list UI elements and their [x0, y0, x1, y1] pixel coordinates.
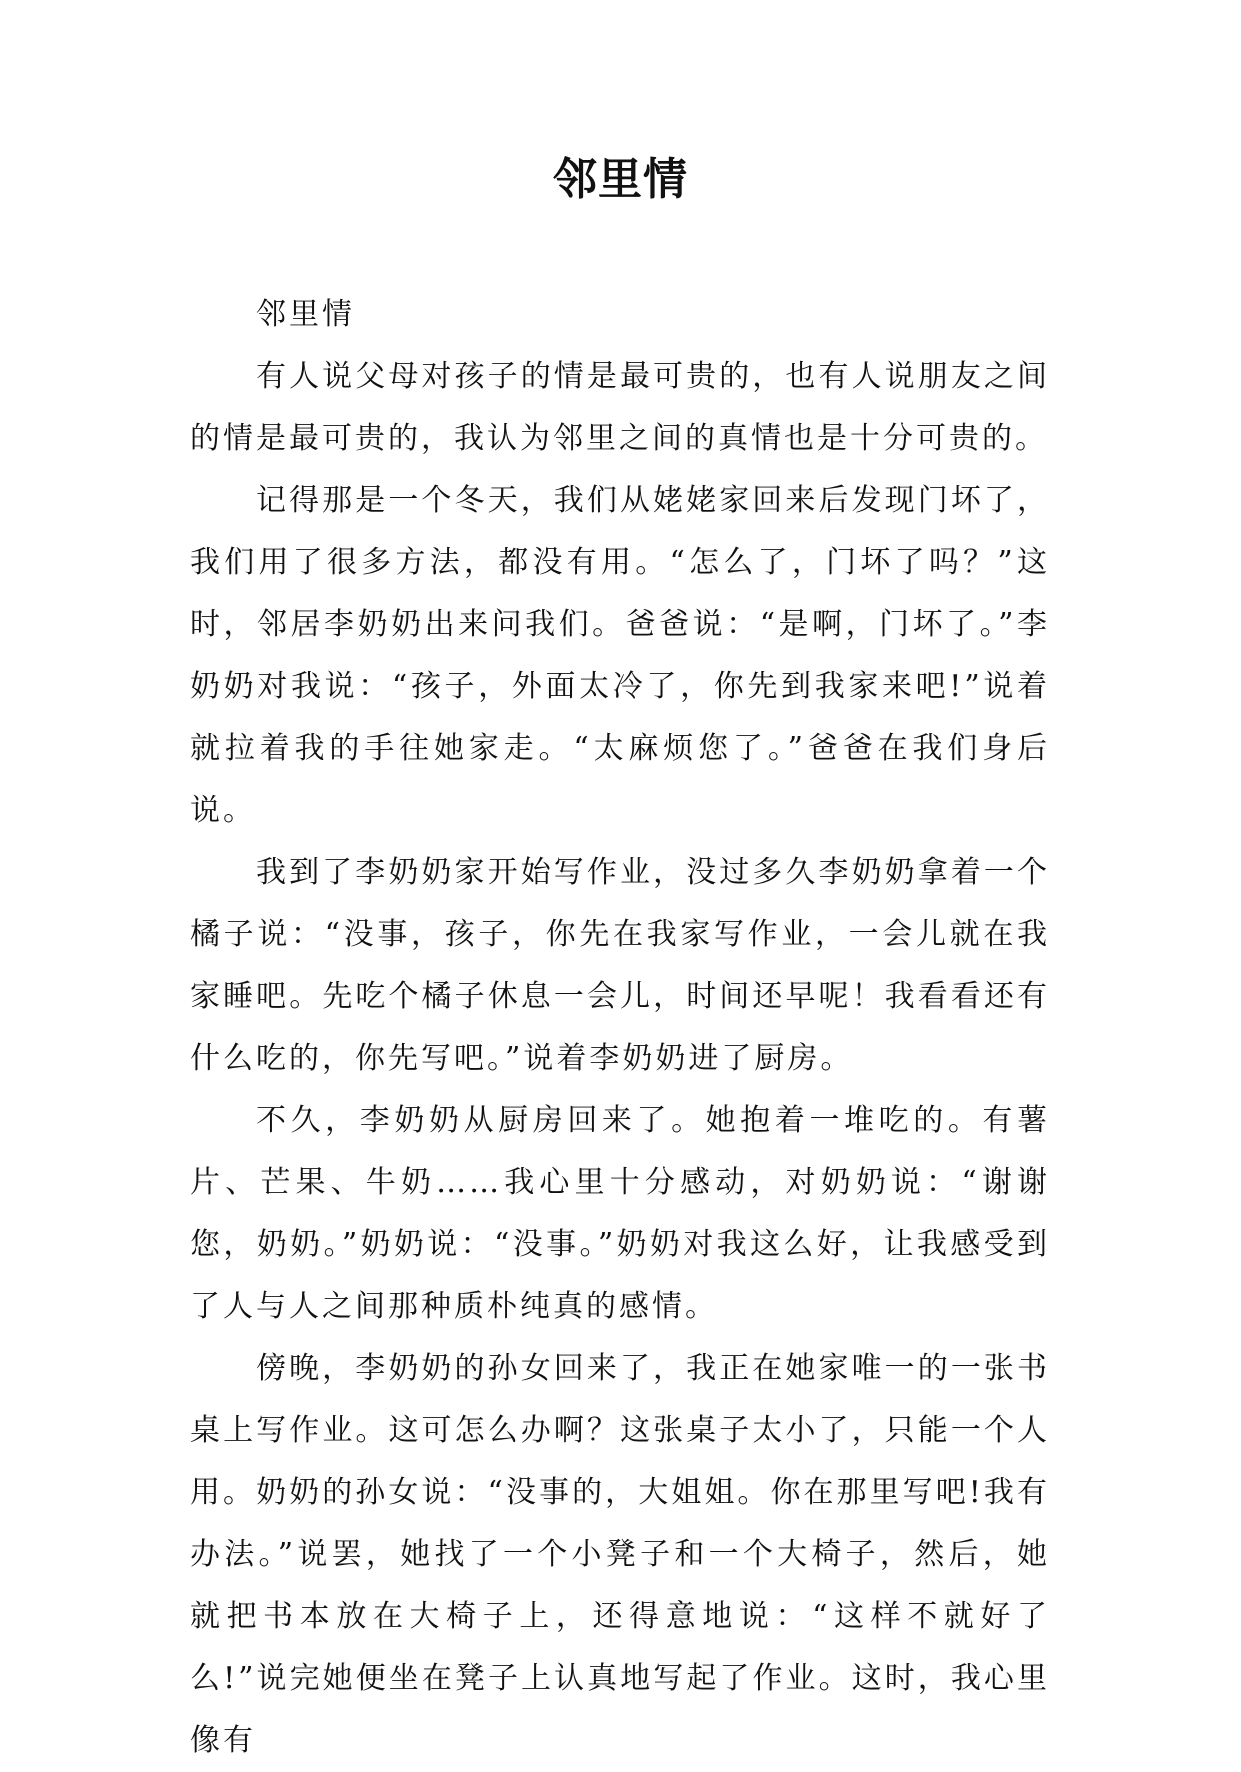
paragraph-subtitle: 邻里情 [256, 297, 355, 332]
document-title: 邻里情 [553, 154, 688, 205]
paragraph: 我到了李奶奶家开始写作业，没过多久李奶奶拿着一个橘子说：“没事，孩子，你先在我家写作业，一会儿就在我家睡吧。先吃个橘子休息一会儿，时间还早呢！我看看还有什么吃的，你先写吧。”说着李奶奶进了厨房。 [190, 855, 1050, 1076]
paragraph: 傍晚，李奶奶的孙女回来了，我正在她家唯一的一张书桌上写作业。这可怎么办啊？这张桌子太小了，只能一个人用。奶奶的孙女说：“没事的，大姐姐。你在那里写吧!我有办法。”说罢，她找了一个小凳子和一个大椅子，然后，她就把书本放在大椅子上，还得意地说：“这样不就好了么!”说完她便坐在凳子上认真地写起了作业。这时，我心里像有 [190, 1351, 1050, 1758]
paragraph: 记得那是一个冬天，我们从姥姥家回来后发现门坏了，我们用了很多方法，都没有用。“怎么了，门坏了吗？”这时，邻居李奶奶出来问我们。爸爸说：“是啊，门坏了。”李奶奶对我说：“孩子，外面太冷了，你先到我家来吧!”说着就拉着我的手往她家走。“太麻烦您了。”爸爸在我们身后说。 [190, 483, 1050, 828]
paragraph: 有人说父母对孩子的情是最可贵的，也有人说朋友之间的情是最可贵的，我认为邻里之间的真情也是十分可贵的。 [190, 359, 1050, 456]
paragraph: 不久，李奶奶从厨房回来了。她抱着一堆吃的。有薯片、芒果、牛奶……我心里十分感动，对奶奶说：“谢谢您，奶奶。”奶奶说：“没事。”奶奶对我这么好，让我感受到了人与人之间那种质朴纯真的感情。 [190, 1103, 1050, 1324]
document-body [190, 284, 1050, 1772]
